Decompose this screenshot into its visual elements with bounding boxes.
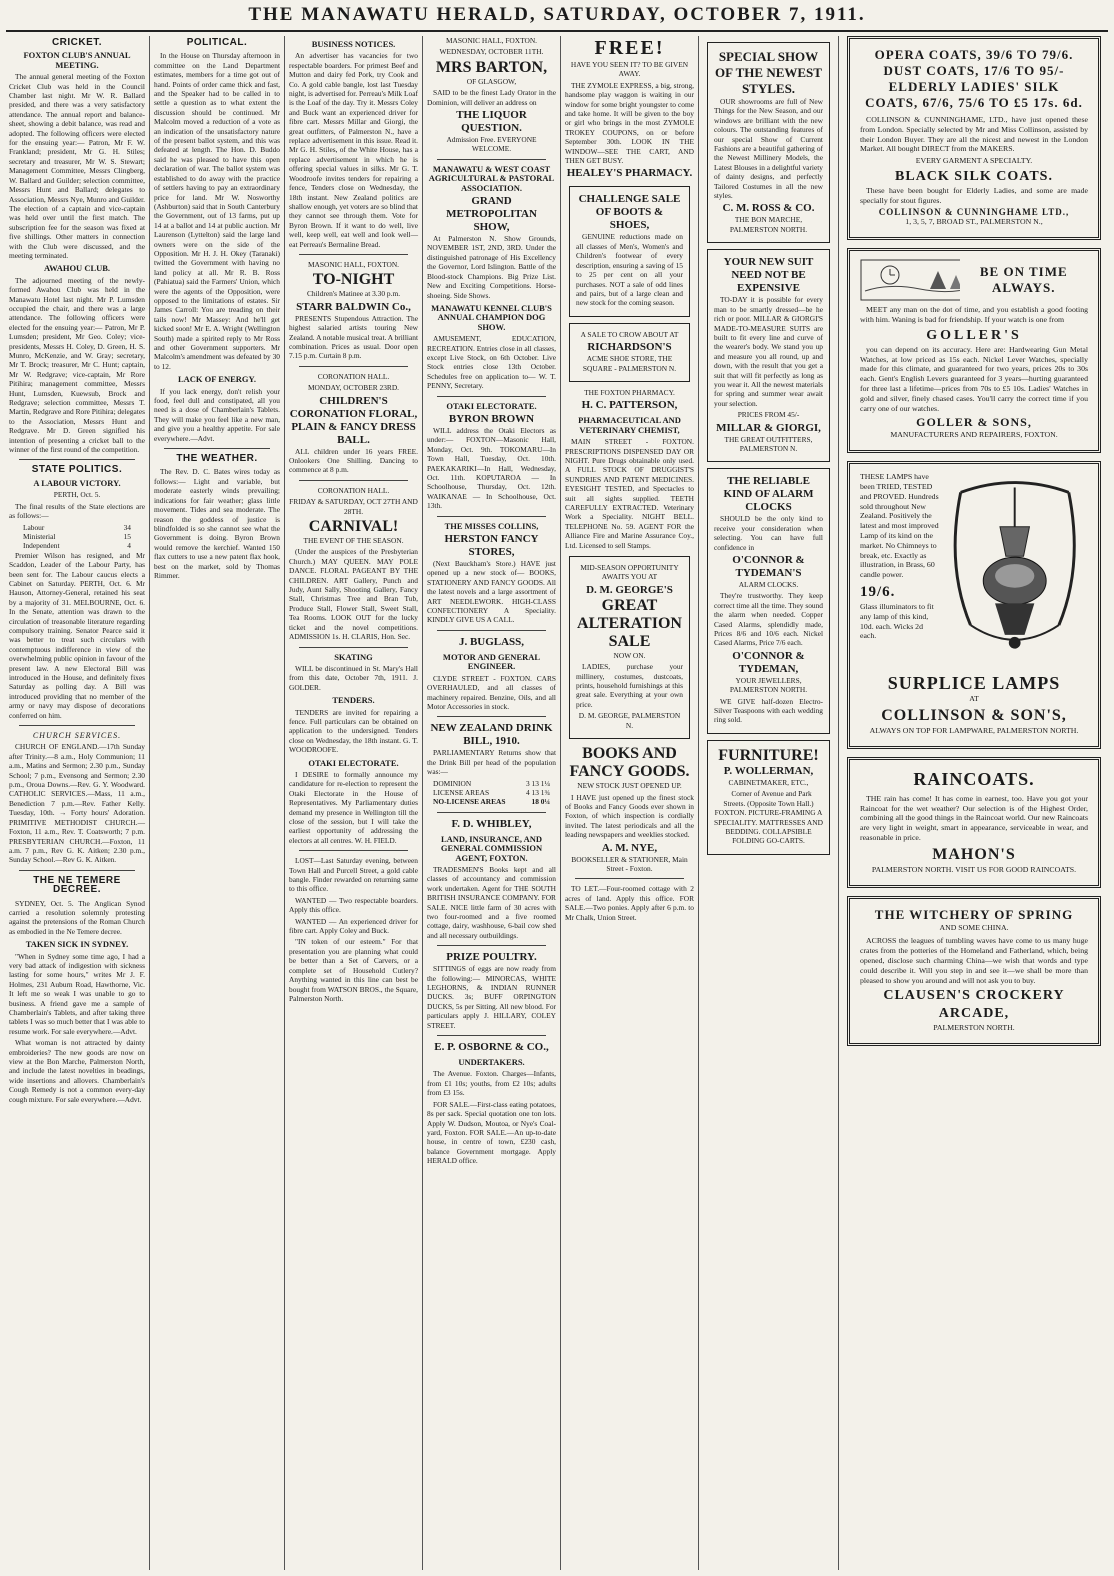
ad-text: CLYDE STREET - FOXTON. CARS OVERHAULED, and all classes of machinery repaired. Benzine, Oils, and all Motor Accessories in stock. <box>427 673 556 711</box>
ad-signature: D. M. GEORGE, PALMERSTON N. <box>578 711 681 730</box>
article-text: The final results of the State elections are as follows:— <box>9 501 145 521</box>
divider <box>299 254 408 255</box>
ad-text: WILL address the Otaki Electors as under:— FOXTON—Masonic Hall, Monday, Oct. 9th. TOKOMARU—In Town Hall, Tuesday, Oct. 10th. PAEKAKARIKI—In Hall, Wednesday, Oct. 11th. KOPUTAROA — In Schoolhouse, Thursday, Oct. 12th. WAIKANAE — In Schoolhouse, Oct. 13th. <box>427 425 556 511</box>
ad-text: THESE LAMPS have been TRIED, TESTED and PROVED. Hundreds sold throughout New Zealand. Positively the latest and most improved Lamp of its kind on the market. No Chimneys to break, etc. Exactly as illustration, in Brass, 60 candle power. <box>860 472 939 580</box>
ad-topic: THE LIQUOR QUESTION. <box>456 109 527 135</box>
article-text: Premier Wilson has resigned, and Mr Scaddon, Leader of the Labour Party, has been sent for. The Labour caucus elects a Cabinet on Saturday. PERTH, Oct. 6. Mr Hauson, Attorney-General, retained his seat by a majority of 31. MELBOURNE, Oct. 6. In the Senate, attention was drawn to the circulation of treasonable literature regarding compulsory training. Senator Pearce said it was better to treat such circulars with contemptuous indifference in view of the overwhelming public opinion in favour of the present law. A new Electoral Bill was introduced in the House, and definitely fixes Saturday as polling day. A Bill was introduced providing that no member of the army or navy may dispose of decorations conferred on him. <box>9 550 145 720</box>
ad-subline: THE BON MARCHE, PALMERSTON NORTH. <box>729 215 808 234</box>
ad-price: PRICES FROM 45/- <box>737 410 800 420</box>
ad-subline: CABINETMAKER, ETC., <box>728 777 809 787</box>
results-row: Ministerial 15 <box>23 531 131 541</box>
article-text: In the House on Thursday afternoon in committee on the Land Department estimates, members for a time got out of hand. Points of order came thick and fast, and the Speaker had to be called in to settle a question as to what extent the discussion should be continued. Mr Malcolm moved a reduction of a vote as an indication of the unsatisfactory nature of the present ballot system, and this was defeated at length. The Hon. D. Buddo said he was pleased to have this open declaration of war. The ballot system was established to do away with the practice of settlers having to pay an extraordinary price for land. Mr W. Nosworthy (Ashburton) said that in South Canterbury the Government, out of 13 farms, put up 14 at a ballot and 14 at public auction. Mr Laurenson (Lyttelton) said the large land owners were on the side of the Opposition. Mr H. J. H. Okey (Taranaki) twitted the Government with having no land policy at all. Mr R. B. Ross (Pahiatua) said the Farmers' Union, which were the agents of the Opposition, were opposed to the limitations of estates. Sir James Carroll: You are treading on their tails now! Mr Massey: And he'll get kicked soon! Mr E. A. Wright (Wellington South) made a spirited reply to Mr Ross and other Government supporters. Mr Malcolm's amendment was defeated by 30 to 12. <box>154 51 280 371</box>
column-6 <box>700 36 837 1570</box>
ad-venue: MASONIC HALL, FOXTON. <box>445 36 538 45</box>
heading-otaki: OTAKI ELECTORATE. <box>308 757 399 768</box>
ad-subline: MANUFACTURERS AND REPAIRERS, FOXTON. <box>890 430 1058 440</box>
ad-headline: MRS BARTON, <box>435 58 548 76</box>
ad-headline: H. C. PATTERSON, <box>581 399 678 412</box>
ad-subline: PHARMACEUTICAL AND VETERINARY CHEMIST, <box>578 415 681 435</box>
ad-text: FOR SALE.—First-class eating potatoes, 8s per sack. Special quotation one ton lots. Apply W. Dudson, Moutoa, or Nye's Coal-yard, Foxton. FOR SALE.—An up-to-date house, in centre of town, £230 cash, balance Government mortgage. Apply HERALD office. <box>427 1099 556 1166</box>
ad-headline: D. M. GEORGE'S <box>586 583 673 596</box>
ad-headline: BYRON BROWN <box>448 412 535 425</box>
landscape-clock-illustration <box>860 259 960 301</box>
column-5 <box>562 36 697 1570</box>
george-ad <box>569 556 690 739</box>
ad-text: LADIES, purchase your millinery, costumes, dustcoats, prints, household furnishings at this great sale. Everything at your own price. <box>576 662 683 709</box>
divider <box>437 630 546 631</box>
divider <box>19 870 135 871</box>
heading-taken-sick: TAKEN SICK IN SYDNEY. <box>25 939 129 950</box>
ad-headline: SPECIAL SHOW OF THE NEWEST STYLES. <box>715 49 822 96</box>
ad-text: COLLINSON & CUNNINGHAME, LTD., have just opened these from London. Specially selected by Mr and Miss Collinson, assisted by their London Buyer. They are all the nicest and newest in the London Market. All bought DIRECT from the MAKERS. <box>860 115 1088 154</box>
ad-venue: THE FOXTON PHARMACY. <box>584 387 675 397</box>
ad-text: TRADESMEN'S Books kept and all classes of accountancy and commission work undertaken. Agent for THE SOUTH BRITISH INSURANCE COMPANY. FOR SALE. NICE little farm of 30 acres with two four-roomed and a five roomed cottage, dairy, washhouse, 6-bail cow shed and all necessary outbuildings. <box>427 864 556 940</box>
suit-ad <box>707 249 830 462</box>
divider <box>19 725 135 726</box>
divider <box>19 459 135 460</box>
ad-subline: YOUR JEWELLERS, PALMERSTON NORTH. <box>729 675 808 695</box>
column-divider <box>284 36 285 1570</box>
ad-headline: OPERA COATS, 39/6 TO 79/6. <box>874 47 1074 62</box>
ad-signature: P. WOLLERMAN, <box>723 764 814 777</box>
clausen-ad <box>847 896 1101 1047</box>
heading-kennel: MANAWATU KENNEL CLUB'S ANNUAL CHAMPION DOG SHOW. <box>431 302 552 332</box>
ad-text: TO LET.—Four-roomed cottage with 2 acres of land. Apply this office. FOR SALE.—Two ponies. Apply after 6 p.m. to Mr Chalk, Union Street. <box>565 884 694 922</box>
column-1 <box>6 36 148 1570</box>
lamps-copy <box>860 472 941 670</box>
ad-text: SAID to be the finest Lady Orator in the Dominion, will deliver an address on <box>427 88 556 107</box>
ad-signature: O'CONNOR & TYDEMAN, <box>732 649 805 675</box>
masthead-rule <box>6 30 1108 32</box>
heading-ne-temere: THE NE TEMERE DECREE. <box>33 874 121 896</box>
heading-cricket: CRICKET. <box>51 37 103 48</box>
ad-signature: A. M. NYE, <box>601 841 658 854</box>
ad-headline: SURPLICE LAMPS <box>887 673 1061 694</box>
column-divider <box>560 36 561 1570</box>
heading-skating: SKATING <box>334 651 373 662</box>
ad-headline: RAINCOATS. <box>913 768 1035 789</box>
heading-awahou: AWAHOU CLUB. <box>43 263 111 274</box>
ad-text: WILL be discontinued in St. Mary's Hall from this date, October 7th, 1911. J. GOLDER. <box>289 663 418 692</box>
column-7 <box>840 36 1108 1570</box>
ad-text: LOST—Last Saturday evening, between Town Hall and Purcell Street, a gold cable bangle. Finder rewarded on returning same to this office. <box>289 856 418 894</box>
heading-show: MANAWATU & WEST COAST AGRICULTURAL & PASTORAL ASSOCIATION. <box>428 163 555 193</box>
heading-state-politics: STATE POLITICS. <box>31 464 123 476</box>
ad-subline: PALMERSTON NORTH. <box>933 1023 1015 1033</box>
challenge-ad <box>569 186 690 316</box>
ad-headline: BOOKS AND FANCY GOODS. <box>569 745 690 781</box>
ad-date: WEDNESDAY, OCTOBER 11TH. <box>439 47 544 57</box>
ad-headline: CARNIVAL! <box>308 518 399 536</box>
ad-venue: CORONATION HALL. <box>317 485 390 495</box>
ad-headline: RICHARDSON'S <box>587 341 672 354</box>
ad-subline: HAVE YOU SEEN IT? TO BE GIVEN AWAY. <box>570 60 689 79</box>
ad-headline: FREE! <box>594 37 665 59</box>
ad-headline: FURNITURE! <box>718 746 819 764</box>
column-divider <box>698 36 699 1570</box>
ad-headline: F. D. WHIBLEY, <box>451 817 532 830</box>
ad-headline: HERSTON FANCY STORES, <box>444 533 539 559</box>
furniture-ad <box>707 740 830 855</box>
lamps-ad <box>847 461 1101 749</box>
ad-headline: E. P. OSBORNE & CO., <box>434 1041 549 1054</box>
ad-signature: COLLINSON & CUNNINGHAME LTD., <box>878 206 1070 217</box>
ad-headline: THE WITCHERY OF SPRING <box>874 906 1074 922</box>
ad-headline: BE ON TIME ALWAYS. <box>979 264 1068 296</box>
ad-subline: AND SOME CHINA. <box>939 922 1009 932</box>
ad-text: Glass illuminators to fit any lamp of this kind, 10d. each. Wicks 2d each. <box>860 601 934 641</box>
ad-headline: PRIZE POULTRY. <box>446 951 537 964</box>
lamp-illustration <box>941 476 1088 666</box>
article-text: CHURCH OF ENGLAND.—17th Sunday after Trinity.—8 a.m., Holy Communion; 11 a.m., Matins and Sermon; 2.30 p.m., Sunday School; 7 p.m., Evensong and Sermon; 2.30 p.m., Oroua Downs.—Rev. G. Y. Woodward. CATHOLIC SERVICES.—Mass, 11 a.m., Benediction 7 p.m.—Rev. Father Kelly. Tuesday, 10th. → Forty hours' Adoration. PRIMITIVE METHODIST CHURCH.—Foxton, 11 a.m., Rev. T. Coatsworth; 7 p.m. PRESBYTERIAN CHURCH.—Foxton, 11 a.m. 7 p.m., Rev G. K. Aitken; 2.30 p.m., Sunday School.—Rev G. K. Aitken. <box>9 742 145 865</box>
ad-text: ALL children under 16 years FREE. Onlookers One Shilling. Dancing to commence at 8 p.m. <box>289 446 418 475</box>
subheading: A LABOUR VICTORY. <box>33 477 121 488</box>
ad-subline: UNDERTAKERS. <box>458 1057 525 1068</box>
ad-subline: NOW ON. <box>613 650 646 660</box>
article-text: "When in Sydney some time ago, I had a very bad attack of indigestion with sickness lasting for some hours," writes Mr J. F. Holmes, 231 Auburn Road, Hawthorne, Vic. It left me so weak I was unable to go to business. A friend gave me a sample of Chamberlain's Tablets, and after taking three tablets I was so much better that I was able to resume work. For sale everywhere.—Advt. <box>9 951 145 1036</box>
ad-headline: THE RELIABLE KIND OF ALARM CLOCKS <box>723 475 814 514</box>
ad-subline: ALWAYS ON TOP FOR LAMPWARE, PALMERSTON NORTH. <box>869 725 1079 735</box>
richardson-ad <box>569 323 690 382</box>
ad-text: MAIN STREET - FOXTON. PRESCRIPTIONS DISPENSED DAY OR NIGHT. Pure Drugs obtainable only used. A FULL STOCK OF DRUGGIST'S SUNDRIES AND PATENT MEDICINES. EYESIGHT TESTED, and Spectacles to suit all sights supplied. TEETH CAREFULLY EXTRACTED. Veterinary Work a Speciality. NIGHT BELL. TELEPHONE No. 59. AGENT FOR the Alliance Fire and Marine Assurance Coy., Ltd. Licensed to sell Stamps. <box>565 437 694 550</box>
ad-text: MEET any man on the dot of time, and you establish a good footing with him. Waning is bad for friendship. If your watch is one from <box>860 305 1088 324</box>
ad-text: They're trustworthy. They keep correct time all the time. They sound the alarm when needed. Copper Cased Alarms, splendidly made, Prices 8/6 and 10/6 each. Nickel Cased Alarms, Price 7/6 each. <box>714 591 823 648</box>
heading-business-notices: BUSINESS NOTICES. <box>311 39 396 49</box>
heading-otaki: OTAKI ELECTORATE. <box>446 400 537 411</box>
divider <box>575 878 684 879</box>
ad-text: THE rain has come! It has come in earnest, too. Have you got your Raincoat for the wet weather? Our selection is of the Highest Order, combining all the good things in the Raincoat world. Our new Raincoats are very light in weight, smart in appearance, serviceable in wear, and reasonable in price. <box>860 793 1088 842</box>
ad-headline: CHALLENGE SALE OF BOOTS & SHOES, <box>578 193 681 232</box>
ad-text: (Under the auspices of the Presbyterian Church.) MAY QUEEN. MAY POLE DANCE. FLORAL PAGEANT BY THE CHILDREN. ART Gallery, Punch and Judy, Aunt Sally, Shooting Gallery, Fancy Stall, Christmas Tree and Bran Tub, Produce Stall, Flower Stall, Sweet Stall, Tea Rooms. LOOK OUT for the lucky ticket and the novel competitions. ADMISSION 1s. H. CLARIS, Hon. Sec. <box>289 547 418 642</box>
raincoats-ad <box>847 757 1101 888</box>
drink-row: LICENSE AREAS 4 13 1¾ <box>433 787 550 797</box>
ad-headline: YOUR NEW SUIT NEED NOT BE EXPENSIVE <box>723 256 814 295</box>
divider <box>437 716 546 717</box>
ad-text: (Next Bauckham's Store.) HAVE just opened up a new stock of— BOOKS, STATIONERY AND FANCY GOODS. All the latest novels and a large assortment of ART NEEDLEWORK. HIGH-CLASS CONFECTIONERY A Speciality. KINDLY GIVE US A CALL. <box>427 559 556 625</box>
subheading: FOXTON CLUB'S ANNUAL MEETING. <box>23 50 131 70</box>
column-3 <box>286 36 421 1570</box>
heading-lack-of-energy: LACK OF ENERGY. <box>177 374 256 385</box>
divider <box>437 516 546 517</box>
ad-headline: J. BUGLASS, <box>458 635 525 648</box>
article-text: If you lack energy, don't relish your food, feel dull and constipated, all you need is a dose of Chamberlain's Tablets. They will make you feel like a new man, and give you a healthy appetite. For sale everywhere.—Advt. <box>154 386 280 443</box>
ad-subline: MID-SEASON OPPORTUNITY AWAITS YOU AT <box>580 563 679 582</box>
ad-text: AMUSEMENT, EDUCATION, RECREATION. Entries close in all classes, except Live Stock, on 6th October. Live Stock entries close 13th October. Schedules free on application to— W. T. PENNY, Secretary. <box>427 334 556 391</box>
ad-venue: CORONATION HALL. <box>317 371 390 381</box>
ad-headline: GRAND METROPOLITAN SHOW, <box>446 195 537 234</box>
ad-headline: DUST COATS, 17/6 TO 95/- <box>883 63 1065 78</box>
ad-text: TENDERS are invited for repairing a fence. Full particulars can be obtained on application to the undersigned. Tenders close on Wednesday, the 18th instant. G. T. WOODROOFE. <box>289 707 418 755</box>
ad-text: The Avenue. Foxton. Charges—Infants, from £1 10s; youths, from £2 10s; adults from £3 15s. <box>427 1069 556 1098</box>
divider <box>299 647 408 648</box>
divider <box>299 480 408 481</box>
ad-headline: TO-NIGHT <box>312 271 395 289</box>
heading-weather: THE WEATHER. <box>176 453 258 465</box>
column-divider <box>838 36 839 1570</box>
ad-company: STARR BALDWIN Co., <box>296 300 411 313</box>
ad-text: Corner of Avenue and Park Streets. (Opposite Town Hall.) FOXTON. PICTURE-FRAMING A SPECIALITY. MATTRESSES AND BEDDING. COLLAPSIBLE FOLDING GO-CARTS. <box>714 789 823 846</box>
article-text: SYDNEY, Oct. 5. The Anglican Synod carried a resolution solemnly protesting against the pretensions of the Roman Church as embodied in the Ne Temere decree. <box>9 898 145 936</box>
divider <box>437 812 546 813</box>
ad-text: I DESIRE to formally announce my candidature for re-election to represent the Otaki Electorate in the House of Representatives. My Parliamentary duties demand my presence in Wellington till the close of the session, but I will take the earliest opportunity of addressing the electors at all centres. W. H. FIELD. <box>289 769 418 845</box>
heading-church-services: CHURCH SERVICES. <box>32 731 122 741</box>
ad-text: TO-DAY it is possible for every man to be smartly dressed—be he rich or poor. MILLAR & GIORGI'S MADE-TO-MEASURE SUITS are built to fit every line and curve of the wearer's body. We stand you up and measure you all round, up and down, with the result that you get a suit that will fit perfectly as long as you wear it. All the newest materials for spring and summer wear await your selection. <box>714 295 823 408</box>
divider <box>437 396 546 397</box>
ad-subline: OF GLASGOW, <box>466 76 517 86</box>
article-text: The adjourned meeting of the newly-formed Awahou Club was held in the Manawatu Hotel last night. Mr P. Lumsden occupied the chair, and there was a large attendance. The following officers were elected for the ensuing year:— Patron, Mr P. Lumsden; president, Mr Geo. Coley; vice-presidents, Messrs H. Coley, D. Green, H. S. Munro, McKenzie, and W. Gray; secretary, Mr T. Brock; treasurer, Mr C. Hunt; captain, Mr W. Redgrave; vice-captain, Mr Rore Pitihira; management committee, Messrs Hunt, Lumsden, Kuewsub, Brock and Redgrave; selection committee, Messrs T. Martin, Redgrave and Rore Pitihira; delegates to the Association, Messrs Hunt and Redgrave. Mr D. Green signified his intention of presenting a cricket ball to the winner of the first round of the competition. <box>9 275 145 455</box>
ad-subline: THE GREAT OUTFITTERS, PALMERSTON N. <box>724 434 813 453</box>
ad-signature: O'CONNOR & TYDEMAN'S <box>732 554 805 579</box>
ad-subline: NEW STOCK JUST OPENED UP. <box>577 781 682 791</box>
ad-signature: HEALEY'S PHARMACY. <box>566 167 693 180</box>
ad-subline: ALARM CLOCKS. <box>738 580 799 589</box>
ad-headline: NEW ZEALAND DRINK BILL, 1910. <box>430 722 553 748</box>
ad-subline: A SALE TO CROW ABOUT AT <box>580 329 679 339</box>
ad-text: PRESENTS Stupendous Attraction. The highest salaried artists touring New Zealand. A notable musical treat. A brilliant combination. Prices as usual. Door open 7.15 p.m. Curtain 8 p.m. <box>289 313 418 361</box>
drink-row: DOMINION 3 13 1¼ <box>433 778 550 788</box>
ad-subline: MOTOR AND GENERAL ENGINEER. <box>442 651 541 672</box>
ad-headline: BLACK SILK COATS. <box>895 168 1053 184</box>
ad-text: THE ZYMOLE EXPRESS, a big, strong, handsome play waggon is waiting in our window for some bright youngster to come and take home. It will be given to the boy or girl who brings in the most ZYMOLE TROKEY COUPONS, on or before September 30th. LOOK IN THE WINDOW—SEE THE CART, AND THEN GET BUSY. <box>565 80 694 166</box>
article-text: An advertiser has vacancies for two respectable boarders. For primest Beef and Mutton and dairy fed Pork, try Cook and Co. A gold cable bangle, lost last Tuesday night, is advertised for. Perreau's Milk Loaf is the Loaf of the day. Try it. Messrs Coley and Buck want an experienced driver for fibre cart. Messrs Millar and Giorgi, the great outfitters, of Palmerston N., have a replace advertisement in this issue. Read it. Mr G. H. Stiles, of the White House, has a replace advertisement in which he is offering special values in silks. Mr G. T. Woodroofe invites tenders for repairing a fence, Tenders close on Wednesday, the 18th instant. New Zealand politics are shallow enough, yet voters are so blind that they cannot see through them. Vote for Byron Brown. If it want to do well, live well, keep well, eat well and look well—eat Perreau's Bermaline Bread. <box>289 51 418 249</box>
goller-ad <box>847 248 1101 453</box>
column-2 <box>151 36 283 1570</box>
divider <box>437 159 546 160</box>
ad-text: At Palmerston N. Show Grounds, NOVEMBER 1ST, 2ND, 3RD. Under the distinguished patronage of His Excellency the Governor, Lord Islington. Battle of the Blood-stock Champions. Big Prize List. New and Exciting Competitions. Horse-shoeing. Side Shows. <box>427 234 556 300</box>
heading-collins: THE MISSES COLLINS, <box>444 520 539 531</box>
article-text: The annual general meeting of the Foxton Cricket Club was held in the Council Chamber last night. Mr W. R. Ballard presided, and there was a very satisfactory attendance. The annual report and balance-sheet, showing a debit balance, was read and adopted. The following officers were elected for the ensuing year:— Patron, Mr F. W. Frankland; president, Mr G. H. Stiles; secretary and treasurer, Mr W. S. Stewart; Management Committee, Messrs Clingberg, W. Ballard and Guilder; selection committee, Messrs Hunt and Ballard; delegates to Association, Messrs Nye, Munro and Guilder. The election of a captain and vice-captain was held over until the first match. The subscription fee for the season was fixed at five shillings. Other matters in connection with the Club were discussed, and the meeting terminated. <box>9 72 145 260</box>
masthead: THE MANAWATU HERALD, SATURDAY, OCTOBER 7, 1911. <box>248 4 866 25</box>
ad-subline: LAND, INSURANCE, AND GENERAL COMMISSION AGENT, FOXTON. <box>440 833 543 863</box>
ad-subline: Children's Matinee at 3.30 p.m. <box>306 289 401 299</box>
heading-political: POLITICAL. <box>186 37 248 48</box>
ad-subline: PALMERSTON NORTH. VISIT US FOR GOOD RAINCOATS. <box>871 864 1077 874</box>
ad-subline: BOOKSELLER & STATIONER, Main Street - Foxton. <box>571 854 688 873</box>
drink-table <box>427 779 556 807</box>
ad-subline: THE EVENT OF THE SEASON. <box>303 536 404 546</box>
ad-subline: 1, 3, 5, 7, BROAD ST., PALMERSTON N., <box>905 217 1043 227</box>
ad-text: I HAVE just opened up the finest stock of Books and Fancy Goods ever shown in Foxton, of which inspection is cordially invited. The latest periodicals and all the leading newspapers and weeklies stocked. <box>565 792 694 840</box>
ad-header-row <box>860 259 1088 301</box>
ad-signature: MAHON'S <box>932 845 1016 863</box>
ad-text: WANTED — An experienced driver for fibre cart. Apply Coley and Buck. <box>289 916 418 936</box>
ad-headline: CHILDREN'S CORONATION FLORAL, PLAIN & FANCY DRESS BALL. <box>289 394 418 446</box>
ad-text: These have been bought for Elderly Ladies, and some are made specially for stout figures. <box>860 185 1088 205</box>
ad-signature: MILLAR & GIORGI, <box>716 421 821 434</box>
column-divider <box>149 36 150 1570</box>
ad-subline: AT <box>969 694 979 704</box>
ad-text: WANTED — Two respectable boarders. Apply this office. <box>289 895 418 915</box>
ad-subline: EVERY GARMENT A SPECIALTY. <box>915 156 1033 166</box>
divider <box>299 850 408 851</box>
article-text: What woman is not attracted by dainty embroideries? The new goods are now on view at the Bon Marche, Palmerston North, and include the latest novelties in beadings, wide insertions and allovers. Chamberlain's Cough Remedy is not a common every-day cough mixture. For sale everywhere.—Advt. <box>9 1038 145 1104</box>
ad-text: you can depend on its accuracy. Here are: Hardwearing Gun Metal Watches, at low priced as 15s each. Nickel Lever Watches, specially made for this climate, and guaranteed for two years, prices 20s to 30s each. Gent's English Levers guaranteed for 3 years—hurting guaranteed for three last a lifetime—prices from 70s to £5 10s. Ladies' Watches in gold and silver, finely chased cases. You'll carry the correct time if you carry one of our watches. <box>860 344 1088 413</box>
ad-subline: ACME SHOE STORE, THE SQUARE - PALMERSTON N. <box>582 354 677 373</box>
divider <box>299 366 408 367</box>
ad-venue: MASONIC HALL, FOXTON. <box>307 259 400 269</box>
collinson-coats-ad <box>847 36 1101 240</box>
ad-text: ACROSS the leagues of tumbling waves have come to us many huge crates from the potteries of the Homeland and Fatherland, which, being opened, disclose such charming China—we wish that words and type could describe it. Will you step in and see it—we shall be more than pleased to show you around and will not ask you to buy. <box>860 936 1088 985</box>
article-text: The Rev. D. C. Bates wires today as follows:— Light and variable, but moderate easterly winds prevailing; indications for fair weather; glass little movement. Tides and sea moderate. The reason the goddess of justice is blindfolded is so she cannot see what the Government is doing. Byron Brown would remove the kerchief. Wanted 150 flax cutters to use a new patent flax hook, best on the market, sold by Thomas Rimmer. <box>154 467 280 580</box>
ad-signature: CLAUSEN'S CROCKERY ARCADE, <box>883 988 1065 1022</box>
divider <box>437 945 546 946</box>
clocks-ad <box>707 468 830 734</box>
ad-headline: ELDERLY LADIES' SILK COATS, 67/6, 75/6 TO £5 17s. 6d. <box>865 79 1083 110</box>
column-4 <box>424 36 559 1570</box>
special-show-ad <box>707 42 830 243</box>
ad-text: GENUINE reductions made on all classes of Men's, Women's and Children's footwear of every description, ensuring a saving of 15 to 25 per cent on all your purchases. NOT a sale of odd lines and pairs, but of a large clean and new stock for the coming season. <box>576 232 683 308</box>
ad-text: OUR showrooms are full of New Things for the New Season, and our windows are brilliant with the new colours. The outstanding features of our special Show of Current Fashions are a beautiful gathering of the Newest Millinery Models, the Latest Blouses in a delightful variety of dainty designs, and perfectly Tailored Costumes in all the new styles. <box>714 97 823 201</box>
ad-date: FRIDAY & SATURDAY, OCT 27TH AND 28TH. <box>289 497 418 516</box>
drink-row: NO-LICENSE AREAS 18 0¼ <box>433 797 550 807</box>
ad-text: "IN token of our esteem." For that presentation you are planning what could be better than a Set of Carvers, or a complete set of Household Cutlery? Anything wanted in this line can best be bought from WATSON BROS., the Square, Palmerston North. <box>289 937 418 1003</box>
column-divider <box>422 36 423 1570</box>
ad-date: MONDAY, OCTOBER 23RD. <box>307 383 400 393</box>
ad-text: PARLIAMENTARY Returns show that the Drink Bill per head of the population was:— <box>427 748 556 777</box>
ad-text: SITTINGS of eggs are now ready from the following:— MINORCAS, WHITE LEGHORNS, & INDIAN RUNNER DUCKS. 3s; BUFF ORPINGTON DUCKS, 5s per Sitting. All new blood. For particulars apply J. HILLARY, COLEY STREET. <box>427 964 556 1030</box>
ad-signature: COLLINSON & SON'S, <box>881 706 1067 724</box>
results-table <box>9 523 145 551</box>
ad-headline: GREAT ALTERATION SALE <box>577 596 682 650</box>
ad-signature: GOLLER'S <box>926 327 1022 343</box>
ad-text: SHOULD be the only kind to receive your consideration when selecting. You can have full confidence in <box>714 514 823 552</box>
results-row: Independent 4 <box>23 541 131 551</box>
lamp-price: 19/6. <box>860 583 896 600</box>
heading-tenders: TENDERS. <box>332 695 375 706</box>
ad-signature: GOLLER & SONS, <box>916 415 1032 430</box>
results-row: Labour 34 <box>23 522 131 532</box>
ad-text: Admission Free. EVERYONE WELCOME. <box>446 135 537 154</box>
divider <box>437 1035 546 1036</box>
dateline: PERTH, Oct. 5. <box>53 490 101 500</box>
divider <box>164 448 270 449</box>
ad-signature: C. M. ROSS & CO. <box>722 202 815 215</box>
ad-text: WE GIVE half-dozen Electro-Silver Teaspoons with each wedding ring sold. <box>714 696 823 725</box>
lamps-body <box>860 472 1088 670</box>
